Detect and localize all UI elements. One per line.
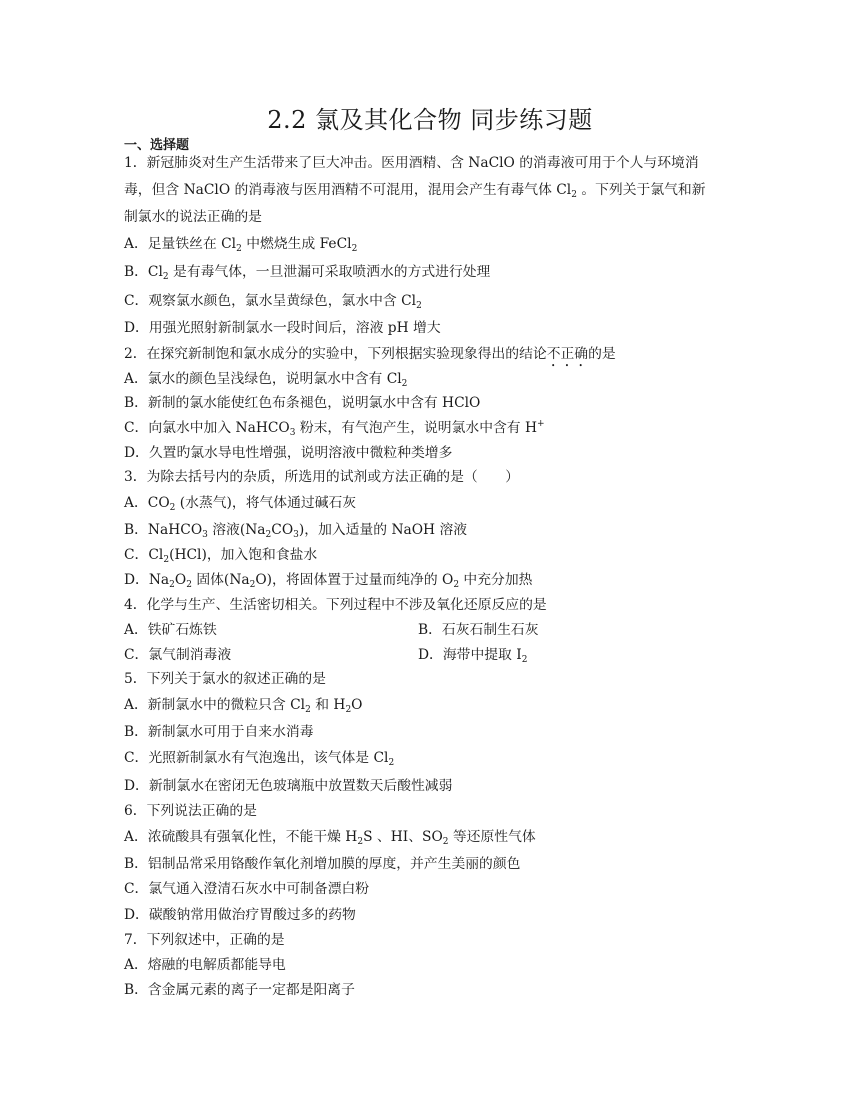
- q4-option-a: A．铁矿石炼铁: [124, 622, 217, 638]
- q3-option-b: B．NaHCO$_3$ 溶液$(Na_2CO_3)$，加入适量的 NaOH 溶液: [124, 522, 468, 540]
- q1-option-c: C．观察氯水颜色，氯水呈黄绿色，氯水中含 $Cl_2$: [124, 293, 422, 311]
- q6-stem: 6．下列说法正确的是: [124, 803, 257, 819]
- q5-option-b: B．新制氯水可用于自来水消毒: [124, 724, 314, 740]
- q7-option-b: B．含金属元素的离子一定都是阳离子: [124, 982, 355, 998]
- q7-stem: 7．下列叙述中，正确的是: [124, 932, 285, 948]
- q4-option-b: B．石灰石制生石灰: [418, 622, 539, 638]
- q6-option-c: C．氯气通入澄清石灰水中可制备漂白粉: [124, 881, 370, 897]
- q4-option-c: C．氯气制消毒液: [124, 647, 232, 663]
- q1-option-a: A．足量铁丝在 $Cl_2$ 中燃烧生成 FeCl$_2$: [124, 236, 358, 254]
- q1-option-d: D．用强光照射新制氯水一段时间后，溶液 pH 增大: [124, 320, 441, 336]
- q2-option-a: A．氯水的颜色呈浅绿色，说明氯水中含有 $Cl_2$: [124, 371, 408, 389]
- q5-stem: 5．下列关于氯水的叙述正确的是: [124, 671, 326, 687]
- q6-option-d: D．碳酸钠常用做治疗胃酸过多的药物: [124, 907, 356, 923]
- q7-option-a: A．熔融的电解质都能导电: [124, 957, 286, 973]
- q4-stem: 4．化学与生产、生活密切相关。下列过程中不涉及氧化还原反应的是: [124, 597, 547, 613]
- q3-option-a: A．$CO_2$ (水蒸气)，将气体通过碱石灰: [124, 495, 357, 513]
- q5-option-d: D．新制氯水在密闭无色玻璃瓶中放置数天后酸性减弱: [124, 778, 453, 794]
- emphasis-text: 不正确: [546, 346, 589, 362]
- q2-option-c: C．向氯水中加入 NaHCO$_3$ 粉末，有气泡产生，说明氯水中含有 H+: [124, 419, 545, 438]
- q4-option-d: D．海带中提取 $I_2$: [418, 647, 528, 665]
- q5-option-c: C．光照新制氯水有气泡逸出，该气体是 $Cl_2$: [124, 750, 395, 768]
- q1-stem-line3: 制氯水的说法正确的是: [124, 209, 262, 225]
- q1-stem-line1: 1．新冠肺炎对生产生活带来了巨大冲击。医用酒精、含 NaClO 的消毒液可用于个人与环境消: [124, 155, 699, 171]
- q1-stem-line2: 毒，但含 NaClO 的消毒液与医用酒精不可混用，混用会产生有毒气体 $Cl_2$ 。下列关于氯气和新: [124, 182, 706, 200]
- q2-stem: 2．在探究新制饱和氯水成分的实验中，下列根据实验现象得出的结论不正确的是: [124, 346, 616, 362]
- q3-stem: 3．为除去括号内的杂质，所选用的试剂或方法正确的是（ ）: [124, 469, 520, 485]
- section-heading: 一、选择题: [124, 138, 190, 153]
- q2-option-b: B．新制的氯水能使红色布条褪色，说明氯水中含有 HClO: [124, 395, 481, 411]
- q2-option-d: D．久置旳氯水导电性增强，说明溶液中微粒种类增多: [124, 445, 453, 461]
- q1-option-b: B．$Cl_2$ 是有毒气体，一旦泄漏可采取喷洒水的方式进行处理: [124, 264, 491, 282]
- q6-option-a: A．浓硫酸具有强氧化性，不能干燥 $H_2S$ 、HI、$SO_2$ 等还原性气体: [124, 829, 536, 847]
- q6-option-b: B．铝制品常采用铬酸作氧化剂增加膜的厚度，并产生美丽的颜色: [124, 856, 521, 872]
- q3-option-c: C．$Cl_2(HCl)$，加入饱和食盐水: [124, 547, 318, 565]
- q5-option-a: A．新制氯水中的微粒只含 $Cl_2$ 和 $H_2O$: [124, 697, 363, 715]
- q3-option-d: D．$Na_2O_2$ 固体$(Na_2O)$，将固体置于过量而纯净的 $O_2$ 中充分加热: [124, 572, 533, 590]
- page-title: 2.2 氯及其化合物 同步练习题: [267, 106, 593, 134]
